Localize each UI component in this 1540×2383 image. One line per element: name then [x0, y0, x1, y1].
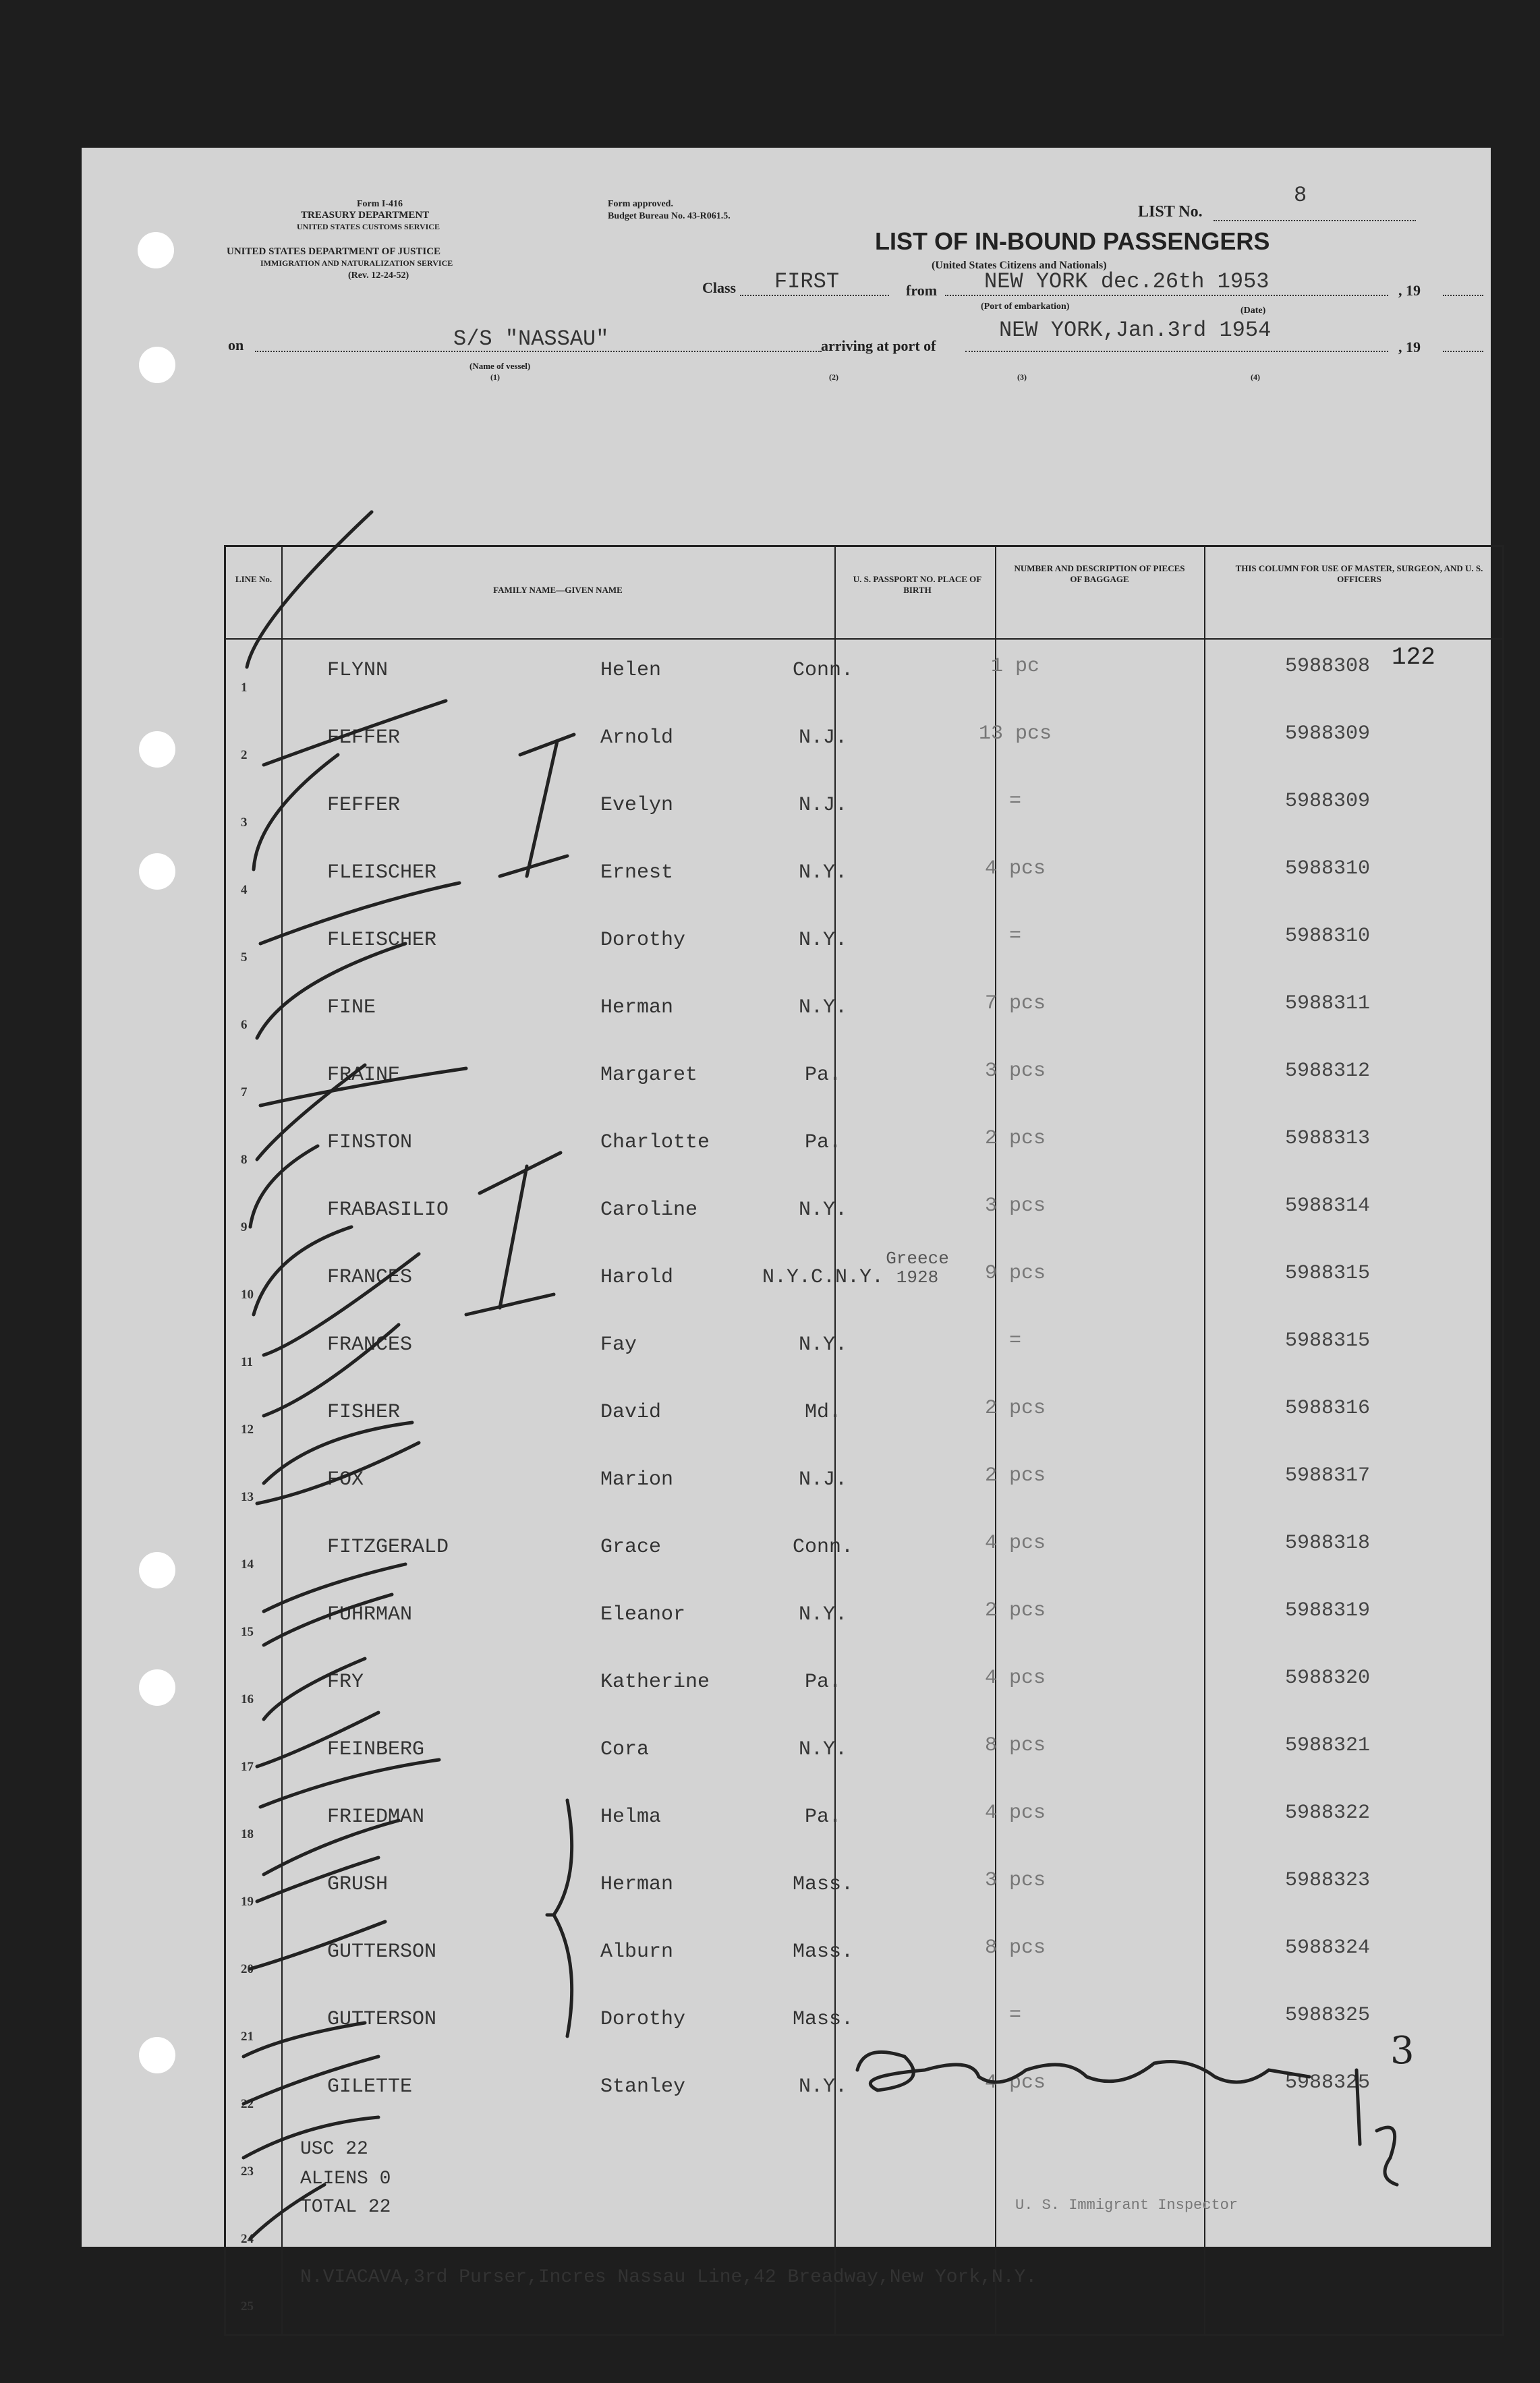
given-name: Grace [600, 1536, 662, 1559]
baggage: 3 pcs [984, 1869, 1046, 1892]
header-baggage: NUMBER AND DESCRIPTION OF PIECES OF BAGGAGE [1014, 563, 1185, 584]
place-of-birth: N.J. [798, 794, 847, 817]
budget-bureau: Budget Bureau No. 43-R061.5. [608, 211, 731, 221]
officer-number: 5988312 [1285, 1060, 1371, 1083]
family-name: FLEISCHER [327, 861, 437, 884]
line-number: 1 [241, 681, 248, 695]
baggage: 2 pcs [984, 1127, 1046, 1150]
dept-treasury: TREASURY DEPARTMENT [301, 210, 430, 221]
line-number: 21 [241, 2030, 254, 2044]
place-of-birth: N.Y. [798, 929, 847, 952]
baggage: 4 pcs [984, 1532, 1046, 1555]
form-subtitle: (United States Citizens and Nationals) [932, 260, 1107, 271]
list-no-value: 8 [1294, 183, 1307, 208]
family-name: GRUSH [327, 1873, 389, 1896]
given-name: Herman [600, 1873, 674, 1896]
line-number: 5 [241, 950, 248, 965]
port-embark-caption: (Port of embarkation) [981, 302, 1070, 312]
class-value: FIRST [774, 269, 840, 294]
officer-number: 5988319 [1285, 1599, 1371, 1622]
given-name: David [600, 1401, 662, 1424]
line-number: 11 [241, 1355, 253, 1369]
place-of-birth: Mass. [792, 1873, 853, 1896]
line-number: 24 [241, 2232, 254, 2246]
line-number: 10 [241, 1288, 254, 1302]
handwritten-marks [82, 148, 1491, 2247]
family-name: FRIEDMAN [327, 1806, 425, 1829]
officer-number: 5988309 [1285, 722, 1371, 745]
baggage: 4 pcs [984, 857, 1046, 880]
baggage: 1 pc [990, 655, 1039, 678]
family-name: FLEISCHER [327, 929, 437, 952]
aliens-count: ALIENS 0 [300, 2169, 391, 2189]
given-name: Marion [600, 1468, 674, 1491]
line-number: 13 [241, 1490, 254, 1504]
from-value: NEW YORK dec.26th 1953 [984, 269, 1270, 294]
on-label: on [228, 337, 244, 353]
given-name: Eleanor [600, 1603, 686, 1626]
vessel-name: S/S "NASSAU" [453, 326, 609, 351]
officer-number: 5988308 [1285, 655, 1371, 678]
place-of-birth: Pa. [804, 1131, 841, 1154]
arriving-label: arriving at port of [821, 337, 936, 354]
given-name: Dorothy [600, 929, 686, 952]
row10-place-above: Greece [886, 1248, 949, 1269]
family-name: FRANCES [327, 1266, 413, 1289]
line-number: 17 [241, 1760, 254, 1774]
purser-line: N.VIACAVA,3rd Purser,Incres Nassau Line,42 Breadway,New York,N.Y. [300, 2267, 1037, 2288]
line-number: 6 [241, 1018, 248, 1032]
line-number: 20 [241, 1962, 254, 1976]
place-of-birth: Pa. [804, 1064, 841, 1087]
given-name: Margaret [600, 1064, 698, 1087]
col-ref-3: (3) [1017, 372, 1027, 382]
line-number: 12 [241, 1423, 254, 1437]
col-ref-4: (4) [1251, 372, 1260, 382]
officer-number: 5988315 [1285, 1329, 1371, 1352]
line-number: 9 [241, 1220, 248, 1234]
family-name: FISHER [327, 1401, 401, 1424]
form-approved: Form approved. [608, 199, 673, 209]
given-name: Helma [600, 1806, 662, 1829]
officer-number: 5988314 [1285, 1195, 1371, 1217]
officer-number: 5988313 [1285, 1127, 1371, 1150]
family-name: FINSTON [327, 1131, 413, 1154]
family-name: FINE [327, 996, 376, 1019]
header-name: FAMILY NAME—GIVEN NAME [493, 585, 623, 595]
place-of-birth: Conn. [792, 1536, 853, 1559]
line-number: 14 [241, 1557, 254, 1572]
family-name: FRANCES [327, 1333, 413, 1356]
family-name: FRABASILIO [327, 1199, 449, 1222]
given-name: Ernest [600, 861, 674, 884]
given-name: Harold [600, 1266, 674, 1289]
line-number: 7 [241, 1085, 248, 1099]
header-officers: THIS COLUMN FOR USE OF MASTER, SURGEON, AND U. S. OFFICERS [1235, 563, 1483, 584]
officer-number: 5988321 [1285, 1734, 1371, 1757]
given-name: Helen [600, 659, 662, 682]
form-title: LIST OF IN-BOUND PASSENGERS [875, 227, 1270, 255]
officer-number: 5988320 [1285, 1667, 1371, 1690]
header-line-no: LINE No. [235, 574, 273, 584]
place-of-birth: Pa. [804, 1671, 841, 1694]
officer-number: 5988311 [1285, 992, 1371, 1015]
officer-number: 5988310 [1285, 857, 1371, 880]
given-name: Arnold [600, 726, 674, 749]
given-name: Fay [600, 1333, 637, 1356]
family-name: FRAINE [327, 1064, 401, 1087]
baggage: = [1008, 1329, 1021, 1352]
family-name: FEFFER [327, 794, 401, 817]
baggage: 13 pcs [978, 722, 1052, 745]
baggage: 4 pcs [984, 2071, 1046, 2094]
officer-number: 5988315 [1285, 1262, 1371, 1285]
family-name: FRY [327, 1671, 364, 1694]
place-of-birth: N.J. [798, 726, 847, 749]
given-name: Stanley [600, 2075, 686, 2098]
given-name: Alburn [600, 1941, 674, 1963]
line-number: 23 [241, 2164, 254, 2179]
header-passport: U. S. PASSPORT NO. PLACE OF BIRTH [853, 574, 982, 595]
dept-justice: UNITED STATES DEPARTMENT OF JUSTICE [227, 246, 441, 257]
family-name: FUHRMAN [327, 1603, 413, 1626]
margin-note-top: 3 [1390, 2029, 1415, 2073]
place-of-birth: N.Y. [798, 861, 847, 884]
col-ref-1: (1) [490, 372, 500, 382]
from-year: , 19 [1398, 282, 1421, 299]
family-name: FOX [327, 1468, 364, 1491]
from-label: from [906, 282, 938, 299]
place-of-birth: N.J. [798, 1468, 847, 1491]
given-name: Charlotte [600, 1131, 710, 1154]
officer-number: 5988323 [1285, 1869, 1371, 1892]
baggage: = [1008, 2004, 1021, 2027]
place-of-birth: N.Y. [798, 1199, 847, 1222]
line-number: 19 [241, 1895, 254, 1909]
officer-number: 5988322 [1285, 1802, 1371, 1825]
binder-hole [139, 347, 175, 383]
line-number: 18 [241, 1827, 254, 1841]
line-number: 8 [241, 1153, 248, 1167]
family-name: GILETTE [327, 2075, 413, 2098]
place-of-birth: N.Y. [798, 1738, 847, 1761]
line-number: 22 [241, 2097, 254, 2111]
baggage: 7 pcs [984, 992, 1046, 1015]
binder-hole [139, 853, 175, 890]
officer-number: 5988318 [1285, 1532, 1371, 1555]
baggage: 4 pcs [984, 1667, 1046, 1690]
officer-number: 5988309 [1285, 790, 1371, 813]
line-number: 3 [241, 815, 248, 830]
line-number: 2 [241, 748, 248, 762]
binder-hole [139, 731, 175, 768]
binder-hole [139, 1669, 175, 1706]
officer-number: 5988324 [1285, 1936, 1371, 1959]
place-of-birth: Conn. [792, 659, 853, 682]
family-name: GUTTERSON [327, 1941, 437, 1963]
baggage: 2 pcs [984, 1464, 1046, 1487]
total-count: TOTAL 22 [300, 2197, 391, 2218]
place-of-birth: Md. [804, 1401, 841, 1424]
line-number: 15 [241, 1625, 254, 1639]
inspector-caption: U. S. Immigrant Inspector [1015, 2197, 1238, 2214]
line-number: 25 [241, 2299, 254, 2314]
baggage: = [1008, 790, 1021, 813]
family-name: FLYNN [327, 659, 389, 682]
baggage: 3 pcs [984, 1195, 1046, 1217]
baggage: 8 pcs [984, 1936, 1046, 1959]
list-no-label: LIST No. [1138, 203, 1203, 221]
class-label: Class [702, 279, 737, 296]
usc-count: USC 22 [300, 2139, 368, 2160]
line-number: 4 [241, 883, 248, 897]
place-of-birth: Pa. [804, 1806, 841, 1829]
baggage: 3 pcs [984, 1060, 1046, 1083]
row1-annotation: 122 [1392, 643, 1435, 671]
binder-hole [139, 1552, 175, 1588]
baggage: 2 pcs [984, 1599, 1046, 1622]
binder-hole [138, 232, 174, 268]
baggage: 9 pcs [984, 1262, 1046, 1285]
arriving-year: , 19 [1398, 339, 1421, 355]
binder-hole [139, 2037, 175, 2073]
place-of-birth: N.Y. [798, 1333, 847, 1356]
row10-year: 1928 [896, 1267, 939, 1288]
family-name: FITZGERALD [327, 1536, 449, 1559]
given-name: Dorothy [600, 2008, 686, 2031]
officer-number: 5988317 [1285, 1464, 1371, 1487]
given-name: Cora [600, 1738, 650, 1761]
given-name: Evelyn [600, 794, 674, 817]
given-name: Caroline [600, 1199, 698, 1222]
place-of-birth: N.Y.C.N.Y. [762, 1266, 884, 1289]
document-page [82, 148, 1491, 2314]
place-of-birth: N.Y. [798, 996, 847, 1019]
family-name: FEINBERG [327, 1738, 425, 1761]
line-number: 16 [241, 1692, 254, 1706]
baggage: = [1008, 925, 1021, 948]
baggage: 8 pcs [984, 1734, 1046, 1757]
given-name: Herman [600, 996, 674, 1019]
baggage: 4 pcs [984, 1802, 1046, 1825]
family-name: GUTTERSON [327, 2008, 437, 2031]
baggage: 2 pcs [984, 1397, 1046, 1420]
officer-number: 5988310 [1285, 925, 1371, 948]
place-of-birth: Mass. [792, 2008, 853, 2031]
place-of-birth: Mass. [792, 1941, 853, 1963]
col-ref-2: (2) [829, 372, 838, 382]
family-name: FEFFER [327, 726, 401, 749]
officer-number: 5988325 [1285, 2004, 1371, 2027]
place-of-birth: N.Y. [798, 2075, 847, 2098]
officer-number: 5988325 [1285, 2071, 1371, 2094]
dept-ins: IMMIGRATION AND NATURALIZATION SERVICE [260, 258, 453, 268]
given-name: Katherine [600, 1671, 710, 1694]
arriving-value: NEW YORK,Jan.3rd 1954 [999, 318, 1272, 343]
form-revision: (Rev. 12-24-52) [348, 270, 409, 281]
dept-customs: UNITED STATES CUSTOMS SERVICE [297, 222, 440, 231]
vessel-caption: (Name of vessel) [469, 361, 531, 371]
place-of-birth: N.Y. [798, 1603, 847, 1626]
officer-number: 5988316 [1285, 1397, 1371, 1420]
date-caption: (Date) [1240, 306, 1266, 316]
form-number: Form I-416 [357, 199, 403, 209]
